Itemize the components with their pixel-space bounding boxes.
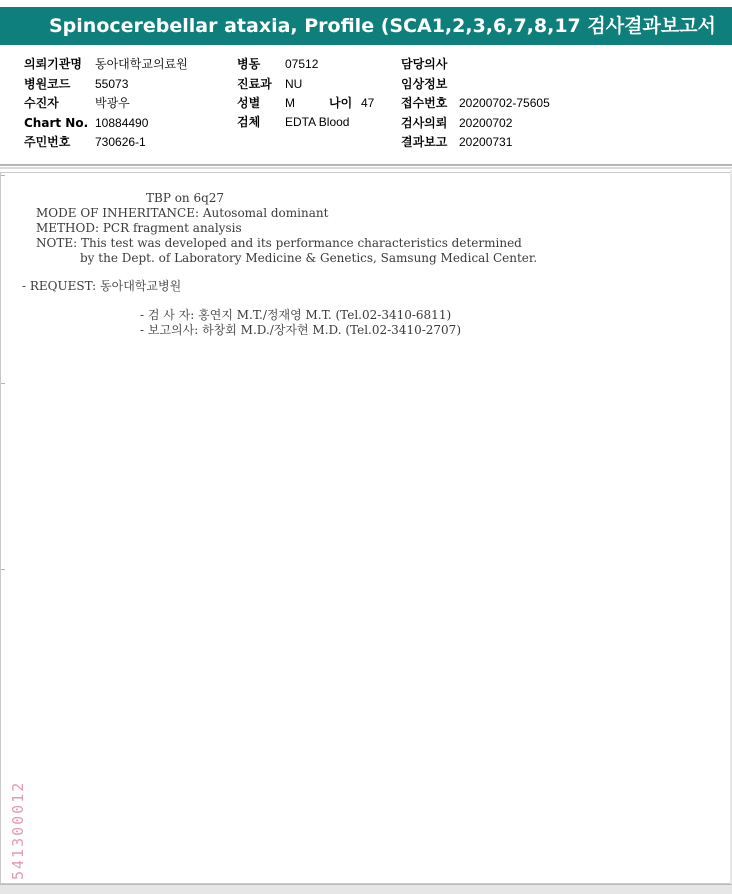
label-result-report-date: 결과보고 (401, 135, 448, 149)
label-ward: 병동 (237, 57, 261, 71)
label-test-request-date: 검사의뢰 (401, 116, 448, 130)
value-accession-number: 20200702-75605 (459, 96, 550, 110)
label-department: 진료과 (237, 77, 272, 91)
value-age: 47 (361, 96, 375, 110)
label-attending-physician: 담당의사 (401, 57, 448, 71)
label-hospital-code: 병원코드 (24, 77, 71, 91)
value-patient: 박광우 (95, 96, 130, 110)
value-hospital-code: 55073 (95, 77, 129, 91)
label-requesting-institution: 의뢰기관명 (24, 57, 82, 71)
report-request: - REQUEST: 동아대학교병원 (22, 279, 182, 293)
label-clinical-info: 임상정보 (401, 77, 448, 91)
report-reporting-physician: - 보고의사: 하창회 M.D./장자현 M.D. (Tel.02-3410-2707) (140, 323, 461, 337)
label-resident-number: 주민번호 (24, 135, 71, 149)
value-specimen: EDTA Blood (285, 115, 350, 129)
label-accession-number: 접수번호 (401, 96, 448, 110)
report-examiner: - 검 사 자: 홍연지 M.T./정재영 M.T. (Tel.02-3410-6811) (140, 308, 452, 322)
patient-header (0, 48, 732, 164)
label-sex: 성별 (237, 96, 261, 110)
report-gene-location: TBP on 6q27 (146, 191, 225, 205)
header-divider-shadow (0, 167, 732, 169)
value-department: NU (285, 77, 303, 91)
label-specimen: 검체 (237, 115, 261, 129)
value-ward: 07512 (285, 57, 319, 71)
report-method: METHOD: PCR fragment analysis (36, 221, 242, 235)
report-inheritance: MODE OF INHERITANCE: Autosomal dominant (36, 206, 329, 220)
label-chart-no: Chart No. (24, 116, 89, 130)
value-chart-no: 10884490 (95, 116, 149, 130)
margin-tick (1, 383, 5, 384)
value-result-report-date: 20200731 (459, 135, 513, 149)
side-document-code: 541300012 (9, 780, 27, 880)
label-age: 나이 (329, 96, 353, 110)
value-sex: M (285, 96, 295, 110)
header-divider (0, 164, 732, 166)
value-test-request-date: 20200702 (459, 116, 513, 130)
value-resident-number: 730626-1 (95, 135, 146, 149)
report-note-line-2: by the Dept. of Laboratory Medicine & Genetics, Samsung Medical Center. (80, 251, 538, 265)
label-patient: 수진자 (24, 96, 59, 110)
report-body (0, 172, 730, 884)
margin-tick (1, 569, 5, 570)
value-requesting-institution: 동아대학교의료원 (95, 57, 188, 71)
report-title: Spinocerebellar ataxia, Profile (SCA1,2,3,6,7,8,17 검사결과보고서 (0, 7, 732, 45)
report-note-line-1: NOTE: This test was developed and its performance characteristics determined (36, 236, 522, 250)
margin-tick (1, 175, 5, 176)
